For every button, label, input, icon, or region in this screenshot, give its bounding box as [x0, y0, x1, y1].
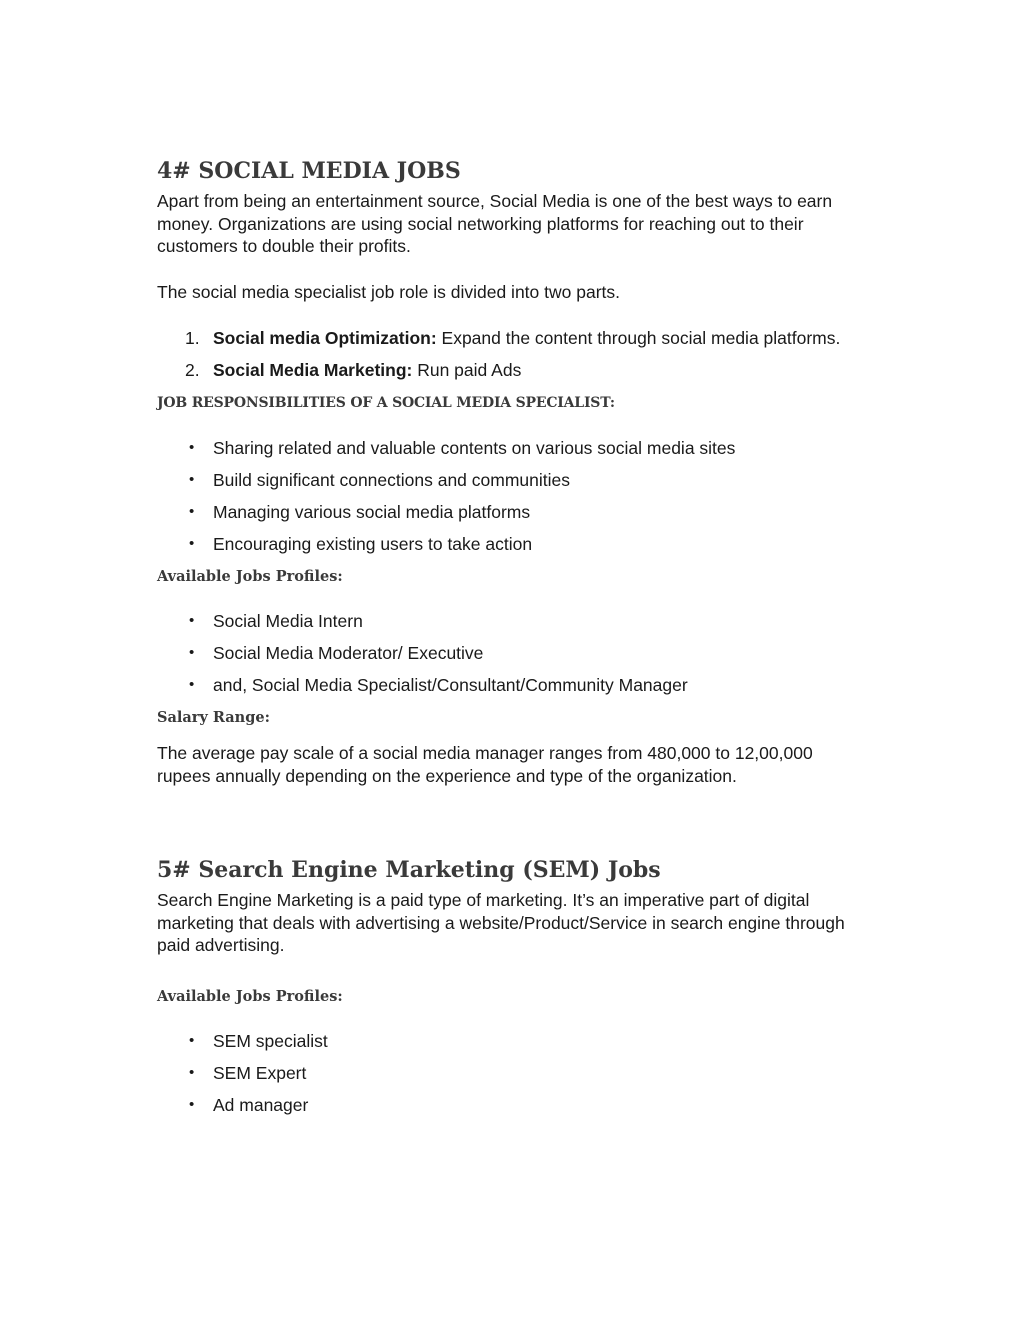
list-item: • Ad manager [189, 1094, 309, 1115]
salary-heading: Salary Range: [157, 709, 270, 726]
section-5-title: 5# Search Engine Marketing (SEM) Jobs [157, 857, 661, 883]
list-number: 2. [185, 360, 200, 380]
sem-profiles-heading: Available Jobs Profiles: [157, 987, 343, 1005]
bullet-icon: • [189, 439, 195, 456]
role-parts-list [157, 327, 869, 382]
bullet-icon: • [189, 471, 195, 488]
responsibilities-list [157, 437, 869, 556]
list-item [157, 327, 869, 350]
bullet-icon: • [189, 644, 195, 661]
bullet-icon: • [189, 503, 195, 520]
bullet-icon: • [189, 1095, 195, 1113]
role-divided-text: The social media specialist job role is divided into two parts. [157, 281, 620, 302]
list-item: • Sharing related and valuable contents on various social media sites [189, 438, 736, 458]
list-item: • Encouraging existing users to take action [189, 534, 533, 554]
responsibilities-heading: JOB RESPONSIBILITIES OF A SOCIAL MEDIA SPECIALIST: [157, 395, 615, 411]
list-item: • Social Media Intern [189, 611, 363, 631]
list-item: • SEM specialist [189, 1030, 328, 1051]
part-description: Expand the content through social media platforms. [436, 328, 841, 348]
section-5-intro: Search Engine Marketing is a paid type of marketing. It’s an imperative part of digital marketing that deals with advertising a website/Product/Service in search engine through paid advertising. [157, 890, 845, 955]
list-item [157, 359, 869, 382]
bullet-icon: • [189, 676, 195, 693]
part-description: Run paid Ads [412, 360, 522, 380]
profiles-list [157, 610, 869, 697]
section-4-intro: Apart from being an entertainment source, Social Media is one of the best ways to earn money. Organizations are using social networking platforms for reaching out to their customers to double their profits. [157, 191, 833, 256]
bullet-icon: • [189, 535, 195, 552]
salary-text: The average pay scale of a social media manager ranges from 480,000 to 12,00,000 rupees annually depending on the experience and type of the organization. [157, 743, 813, 786]
part-term: Social media Optimization: [213, 328, 437, 348]
document-page [157, 156, 869, 1126]
list-item: • Social Media Moderator/ Executive [189, 643, 484, 663]
bullet-icon: • [189, 1031, 195, 1049]
list-item: • Build significant connections and communities [189, 470, 570, 490]
list-item: • Managing various social media platforms [189, 502, 531, 522]
bullet-icon: • [189, 612, 195, 629]
bullet-icon: • [189, 1063, 195, 1081]
sem-profiles-list [157, 1030, 869, 1117]
list-item: • SEM Expert [189, 1062, 307, 1083]
list-number: 1. [185, 328, 200, 348]
section-4-title: 4# SOCIAL MEDIA JOBS [157, 158, 461, 184]
part-term: Social Media Marketing: [213, 360, 413, 380]
profiles-heading: Available Jobs Profiles: [157, 568, 343, 585]
list-item: • and, Social Media Specialist/Consultant/Community Manager [189, 675, 688, 695]
